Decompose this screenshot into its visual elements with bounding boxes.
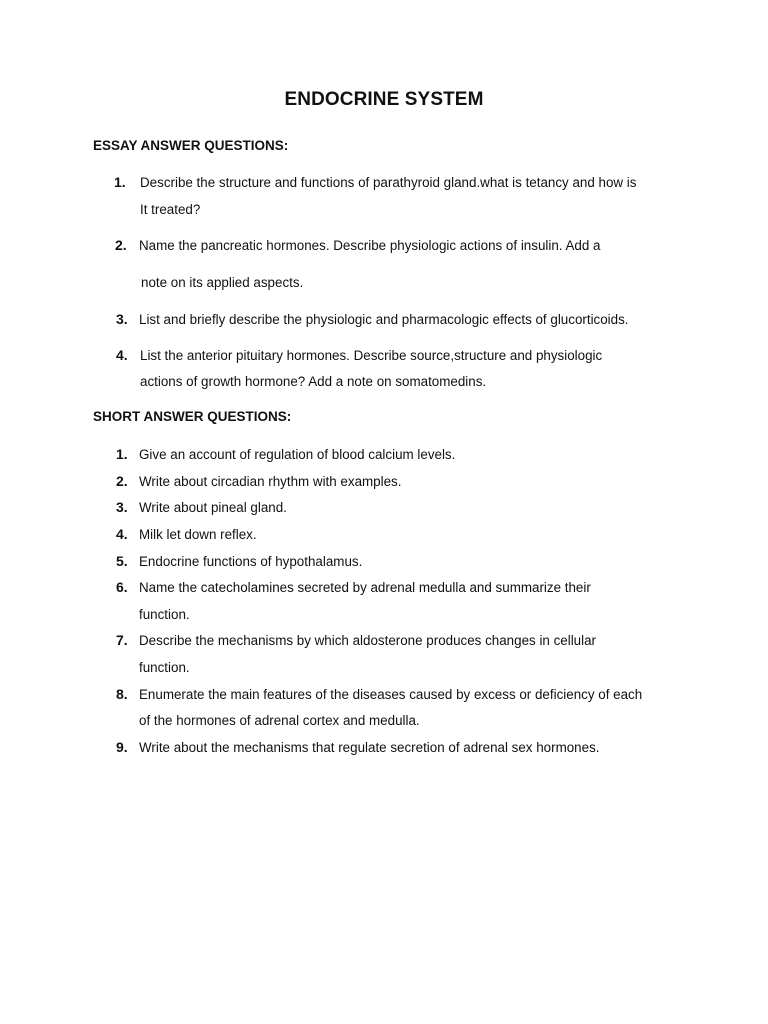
question-text-line: Describe the structure and functions of parathyroid gland.what is tetancy and how is (140, 175, 637, 190)
question-text-line: of the hormones of adrenal cortex and medulla. (139, 713, 420, 728)
question-text-line: Name the pancreatic hormones. Describe physiologic actions of insulin. Add a (139, 238, 601, 253)
question-number: 3. (116, 499, 128, 515)
short-section-heading: SHORT ANSWER QUESTIONS: (93, 409, 292, 424)
question-number: 8. (116, 686, 128, 702)
question-text-line: Write about the mechanisms that regulate secretion of adrenal sex hormones. (139, 740, 600, 755)
question-number: 1. (114, 174, 126, 190)
question-text-line: Write about pineal gland. (139, 500, 287, 515)
question-text-line: List and briefly describe the physiologic and pharmacologic effects of glucorticoids. (139, 312, 629, 327)
question-number: 9. (116, 739, 128, 755)
question-text-line: Describe the mechanisms by which aldosterone produces changes in cellular (139, 633, 597, 648)
question-text-line: It treated? (140, 202, 201, 217)
document-title: ENDOCRINE SYSTEM (284, 89, 484, 110)
question-number: 2. (115, 237, 127, 253)
question-text-line: Write about circadian rhythm with examples. (139, 474, 402, 489)
question-number: 7. (116, 632, 128, 648)
essay-section-heading: ESSAY ANSWER QUESTIONS: (93, 138, 289, 153)
question-text-line: function. (139, 660, 190, 675)
question-number: 4. (116, 347, 128, 363)
question-number: 5. (116, 553, 128, 569)
question-number: 6. (116, 579, 128, 595)
question-text-line: note on its applied aspects. (141, 275, 304, 290)
question-text-line: actions of growth hormone? Add a note on somatomedins. (140, 374, 487, 389)
question-text-line: Endocrine functions of hypothalamus. (139, 554, 363, 569)
question-text-line: List the anterior pituitary hormones. Describe source,structure and physiologic (140, 348, 603, 363)
question-number: 1. (116, 446, 128, 462)
question-number: 2. (116, 473, 128, 489)
question-number: 3. (116, 311, 128, 327)
question-number: 4. (116, 526, 128, 542)
question-text-line: Enumerate the main features of the diseases caused by excess or deficiency of each (139, 687, 643, 702)
question-text-line: Name the catecholamines secreted by adrenal medulla and summarize their (139, 580, 591, 595)
question-text-line: Give an account of regulation of blood calcium levels. (139, 447, 456, 462)
question-text-line: function. (139, 607, 190, 622)
question-text-line: Milk let down reflex. (139, 527, 257, 542)
